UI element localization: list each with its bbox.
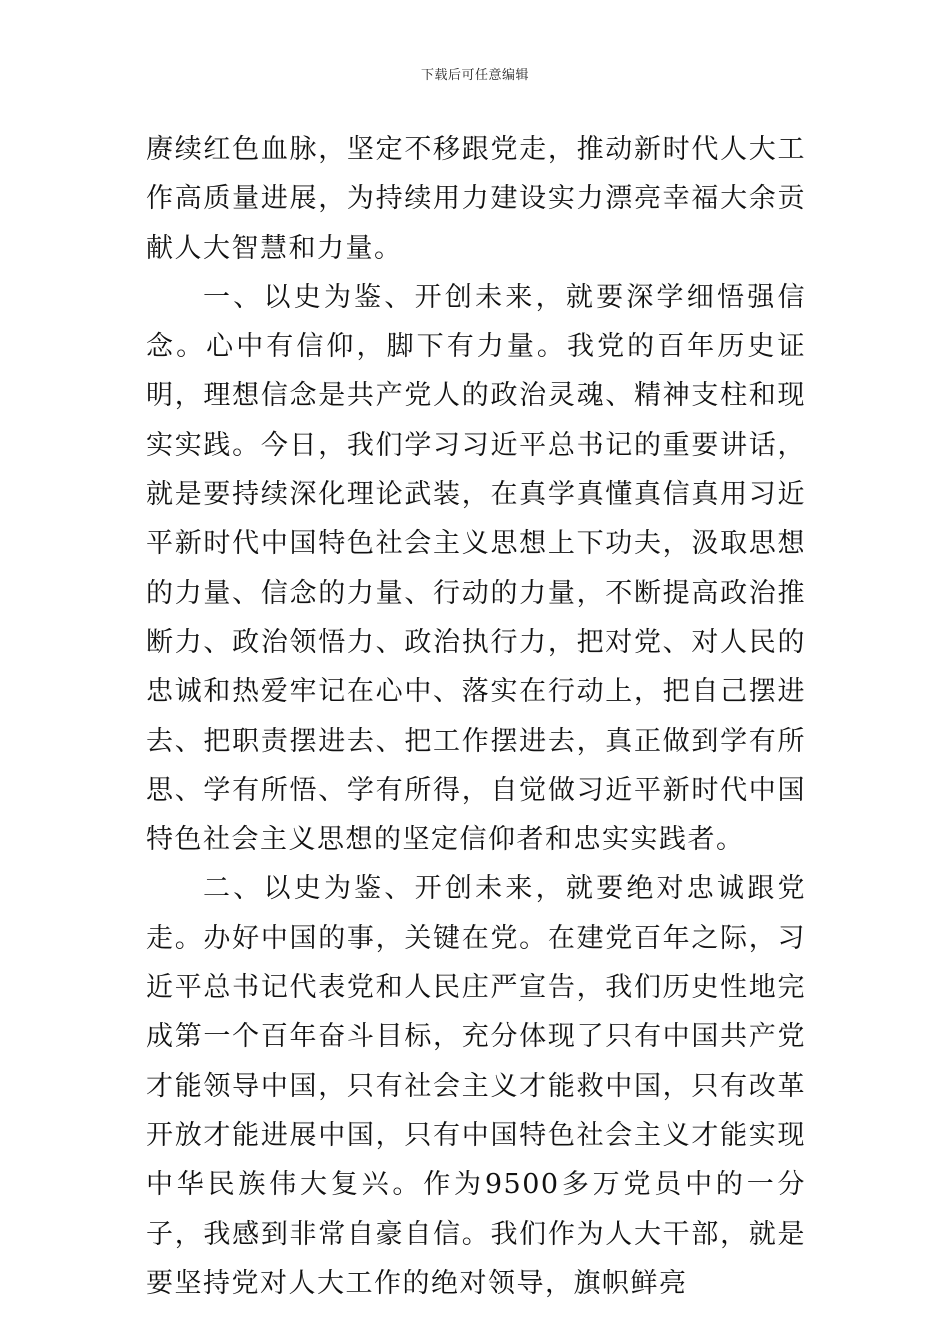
paragraph-continuation: 赓续红色血脉，坚定不移跟党走，推动新时代人大工作高质量进展，为持续用力建设实力漂亮幸福大余贡献人大智慧和力量。 [146,134,806,264]
page-header-note: 下载后可任意编辑 [420,68,529,83]
document-body [146,125,806,1308]
paragraph-section-two: 二、以史为鉴、开创未来，就要绝对忠诚跟党走。办好中国的事，关键在党。在建党百年之际，习近平总书记代表党和人民庄严宣告，我们历史性地完成第一个百年奋斗目标，充分体现了只有中国共产党才能领导中国，只有社会主义才能救中国，只有改革开放才能进展中国，只有中国特色社会主义才能实现中华民族伟大复兴。作为9500多万党员中的一分子，我感到非常自豪自信。我们作为人大干部，就是要坚持党对人大工作的绝对领导，旗帜鲜亮 [146,873,806,1299]
paragraph-section-one: 一、以史为鉴、开创未来，就要深学细悟强信念。心中有信仰，脚下有力量。我党的百年历史证明，理想信念是共产党人的政治灵魂、精神支柱和现实实践。今日，我们学习习近平总书记的重要讲话，就是要持续深化理论武装，在真学真懂真信真用习近平新时代中国特色社会主义思想上下功夫，汲取思想的力量、信念的力量、行动的力量，不断提高政治推断力、政治领悟力、政治执行力，把对党、对人民的忠诚和热爱牢记在心中、落实在行动上，把自己摆进去、把职责摆进去、把工作摆进去，真正做到学有所思、学有所悟、学有所得，自觉做习近平新时代中国特色社会主义思想的坚定信仰者和忠实实践者。 [146,281,806,856]
